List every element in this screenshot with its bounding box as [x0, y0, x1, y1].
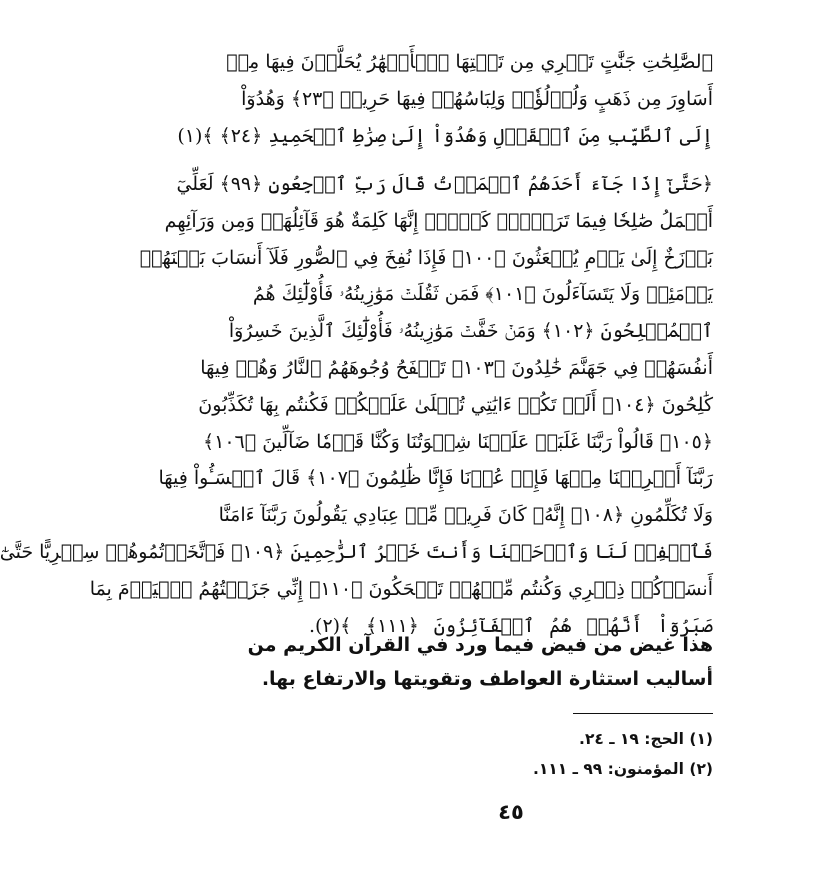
verse-line: أَنفُسَهُمۡ فِي جَهَنَّمَ خَٰلِدُونَ ﴿١٠٣﴾ تَلۡفَحُ وُجُوهَهُمُ ٱلنَّارُ وَهُمۡ فِيهَا	[200, 356, 713, 379]
body-paragraph	[247, 628, 713, 696]
verse-line: ٱلۡمُفۡلِحُونَ ﴿١٠٢﴾ وَمَنۡ خَفَّتۡ مَوَٰزِينُهُۥ فَأُوْلَٰٓئِكَ ٱلَّذِينَ خَسِرُوٓاْ	[228, 320, 713, 343]
verse-line: صَبَرُوٓاْ أَنَّهُمۡ هُمُ ٱلۡفَآئِزُونَ ﴿١١١﴾ ﴾(٢).	[309, 614, 713, 637]
paragraph-line: هذا غيض من فيض فيما ورد في القرآن الكريم من	[247, 634, 713, 656]
verse-line: ﴿١٠٥﴾ قَالُواْ رَبَّنَا غَلَبَتۡ عَلَيۡنَا شِقۡوَتُنَا وَكُنَّا قَوۡمٗا ضَآلِّينَ ﴿١٠٦﴾	[202, 430, 713, 453]
verse-line: فَٱغۡفِرۡ لَنَا وَٱرۡحَمۡنَا وَأَنتَ خَيۡرُ ٱلرَّٰحِمِينَ ﴿١٠٩﴾ فَٱتَّخَذۡتُمُوهُمۡ سِخۡرِيًّا حَتَّىٰٓ	[0, 540, 713, 563]
verse-line: وَلَا تُكَلِّمُونِ ﴿١٠٨﴾ إِنَّهُۥ كَانَ فَرِيقٞ مِّنۡ عِبَادِي يَقُولُونَ رَبَّنَآ ءَامَنَّا	[218, 504, 713, 527]
footnotes	[309, 724, 713, 784]
paragraph-line: أساليب استثارة العواطف وتقويتها والارتفاع بها.	[261, 668, 713, 690]
footnote-separator	[573, 713, 713, 714]
verse-line: أَسَاوِرَ مِن ذَهَبٍ وَلُؤۡلُؤٗاۖ وَلِبَاسُهُمۡ فِيهَا حَرِيرٞ ﴿٢٣﴾ وَهُدُوٓاْ	[241, 87, 713, 110]
verse-line: بَرۡزَخٌ إِلَىٰ يَوۡمِ يُبۡعَثُونَ ﴿١٠٠﴾ فَإِذَا نُفِخَ فِي ٱلصُّورِ فَلَآ أَنسَابَ بَيۡنَهُمۡ	[139, 246, 713, 269]
page-number: ٤٥	[498, 800, 524, 824]
verse-line: ﴿حَتَّىٰٓ إِذَا جَآءَ أَحَدَهُمُ ٱلۡمَوۡتُ قَالَ رَبِّ ٱرۡجِعُونِ ﴿٩٩﴾ لَعَلِّيٓ	[176, 173, 713, 195]
verse-line: رَبَّنَآ أَخۡرِجۡنَا مِنۡهَا فَإِنۡ عُدۡنَا فَإِنَّا ظَٰلِمُونَ ﴿١٠٧﴾ قَالَ ٱخۡسَـُٔواْ فِيهَا	[158, 467, 713, 490]
verse-line: أَعۡمَلُ صَٰلِحٗا فِيمَا تَرَكۡتُۚ كَلَّآۚ إِنَّهَا كَلِمَةٌ هُوَ قَآئِلُهَاۖ وَمِن وَرَآئِهِم	[164, 209, 713, 232]
verse-line: يَوۡمَئِذٖ وَلَا يَتَسَآءَلُونَ ﴿١٠١﴾ فَمَن ثَقُلَتۡ مَوَٰزِينُهُۥ فَأُوْلَٰٓئِكَ هُمُ	[252, 283, 713, 306]
verse-line: أَنسَوۡكُمۡ ذِكۡرِي وَكُنتُم مِّنۡهُمۡ تَضۡحَكُونَ ﴿١١٠﴾ إِنِّي جَزَيۡتُهُمُ ٱلۡيَوۡمَ بِمَا	[89, 577, 713, 600]
footnote-2: (٢) المؤمنون: ٩٩ ـ ١١١.	[532, 760, 713, 778]
verse-line: كَٰلِحُونَ ﴿١٠٤﴾ أَلَمۡ تَكُنۡ ءَايَٰتِي تُتۡلَىٰ عَلَيۡكُمۡ فَكُنتُم بِهَا تُكَذِّبُونَ	[198, 393, 713, 416]
verse-line: ٱلصَّٰلِحَٰتِ جَنَّٰتٍ تَجۡرِي مِن تَحۡتِهَا ٱلۡأَنۡهَٰرُ يُحَلَّوۡنَ فِيهَا مِنۡ	[226, 51, 713, 73]
quran-verses-muminun	[0, 166, 713, 644]
quran-verses-hajj	[177, 44, 713, 154]
footnote-1: (١) الحج: ١٩ ـ ٢٤.	[579, 730, 713, 748]
verse-line: إِلَى ٱلطَّيِّبِ مِنَ ٱلۡقَوۡلِ وَهُدُوٓاْ إِلَىٰ صِرَٰطِ ٱلۡحَمِيدِ ﴿٢٤﴾ ﴾(١)	[177, 124, 713, 147]
